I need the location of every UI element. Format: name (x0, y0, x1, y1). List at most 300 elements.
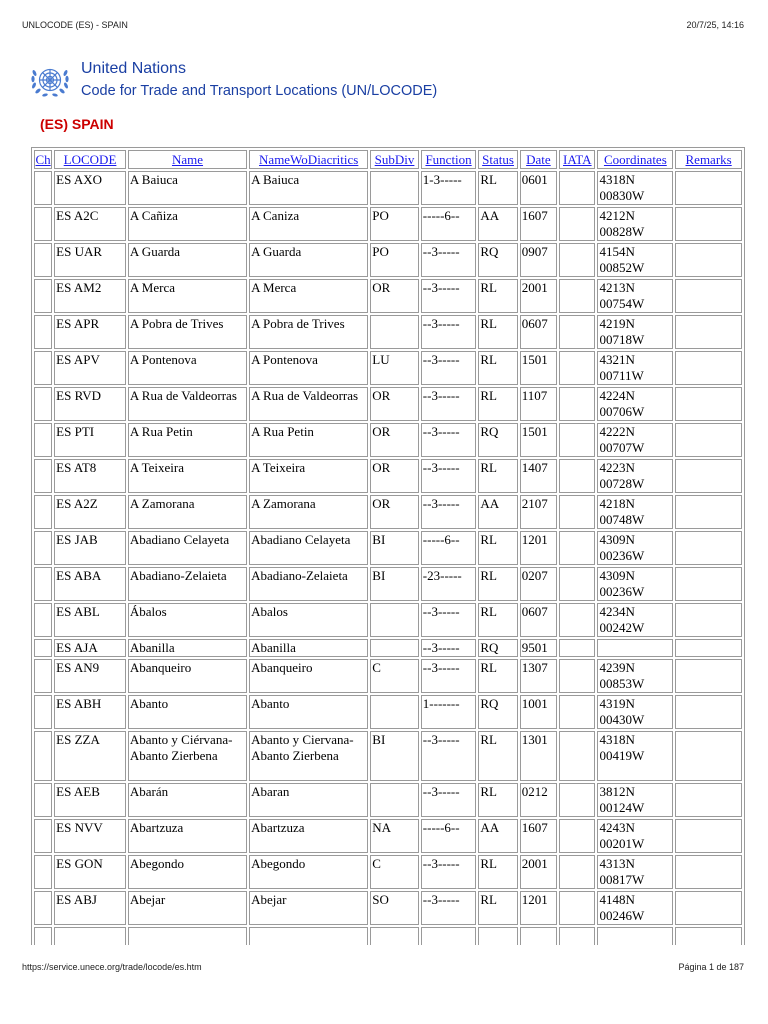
cell-remarks (675, 783, 742, 817)
coordinate-longitude: 00236W (599, 548, 645, 563)
cell-coordinates (597, 891, 673, 925)
cell-date: 1407 (520, 459, 557, 493)
cell-date: 1201 (520, 531, 557, 565)
cell-iata (559, 315, 595, 349)
cell-remarks (675, 603, 742, 637)
cell-name: Ábalos (128, 603, 247, 637)
cell-ch (34, 387, 52, 421)
locode-table-wrapper (31, 147, 745, 945)
cell-locode: ES AT8 (54, 459, 126, 493)
cell-date: 0601 (520, 171, 557, 205)
cell-name: A Teixeira (128, 459, 247, 493)
cell-coordinates (597, 351, 673, 385)
cell-remarks (675, 207, 742, 241)
cell-status: RL (478, 459, 517, 493)
cell-locode: ES ABH (54, 695, 126, 729)
cell-ch (34, 891, 52, 925)
cell-ch (34, 659, 52, 693)
cell-date: 0607 (520, 603, 557, 637)
cell-date: 1107 (520, 387, 557, 421)
cell-status: RL (478, 531, 517, 565)
cell-function: -23----- (421, 567, 477, 601)
cell-name: Abarán (128, 783, 247, 817)
cell-iata (559, 891, 595, 925)
cell-coordinates (597, 731, 673, 781)
cell-locode: ES AM2 (54, 279, 126, 313)
cell-iata (559, 783, 595, 817)
cell-function: --3----- (421, 659, 477, 693)
cell-ch (34, 423, 52, 457)
cell-name-wo-diacritics: A Teixeira (249, 459, 368, 493)
cell-name-wo-diacritics: Abanqueiro (249, 659, 368, 693)
cell-name: Abadiano Celayeta (128, 531, 247, 565)
empty-cell (34, 927, 52, 945)
coordinate-longitude: 00201W (599, 836, 645, 851)
cell-status: RL (478, 279, 517, 313)
coordinate-longitude: 00246W (599, 908, 645, 923)
cell-remarks (675, 423, 742, 457)
table-row-partial (34, 927, 742, 945)
cell-subdiv: OR (370, 387, 418, 421)
coordinate-latitude: 4219N (599, 316, 635, 331)
coordinate-longitude: 00853W (599, 676, 645, 691)
coordinate-latitude: 4148N (599, 892, 635, 907)
table-row (34, 603, 742, 637)
cell-name: Abadiano-Zelaieta (128, 567, 247, 601)
print-url: https://service.unece.org/trade/locode/es.htm (22, 962, 202, 972)
cell-locode: ES ABJ (54, 891, 126, 925)
cell-ch (34, 531, 52, 565)
cell-date: 1501 (520, 351, 557, 385)
coordinate-latitude: 4309N (599, 532, 635, 547)
country-title: (ES) SPAIN (40, 116, 114, 132)
cell-iata (559, 819, 595, 853)
cell-status: AA (478, 495, 517, 529)
coordinate-longitude: 00754W (599, 296, 645, 311)
cell-function: -----6-- (421, 819, 477, 853)
cell-coordinates (597, 783, 673, 817)
cell-subdiv: OR (370, 459, 418, 493)
cell-subdiv: C (370, 659, 418, 693)
cell-function: --3----- (421, 603, 477, 637)
column-header-coordinates[interactable]: Coordinates (597, 150, 673, 169)
cell-locode: ES ABL (54, 603, 126, 637)
cell-ch (34, 731, 52, 781)
cell-locode: ES JAB (54, 531, 126, 565)
coordinate-latitude: 4218N (599, 496, 635, 511)
table-row (34, 243, 742, 277)
cell-iata (559, 659, 595, 693)
cell-ch (34, 315, 52, 349)
cell-date: 9501 (520, 639, 557, 657)
cell-ch (34, 459, 52, 493)
cell-name: A Zamorana (128, 495, 247, 529)
cell-subdiv: PO (370, 243, 418, 277)
cell-name-wo-diacritics: Abadiano Celayeta (249, 531, 368, 565)
cell-remarks (675, 387, 742, 421)
column-header-iata[interactable]: IATA (559, 150, 595, 169)
cell-subdiv: C (370, 855, 418, 889)
cell-coordinates (597, 855, 673, 889)
cell-coordinates (597, 459, 673, 493)
cell-status: RL (478, 315, 517, 349)
empty-cell (559, 927, 595, 945)
cell-status: RQ (478, 695, 517, 729)
coordinate-latitude: 4321N (599, 352, 635, 367)
cell-date: 1501 (520, 423, 557, 457)
cell-ch (34, 495, 52, 529)
table-row (34, 387, 742, 421)
table-row (34, 891, 742, 925)
cell-subdiv (370, 639, 418, 657)
cell-ch (34, 567, 52, 601)
cell-locode: ES GON (54, 855, 126, 889)
cell-status: RL (478, 351, 517, 385)
cell-subdiv (370, 315, 418, 349)
print-datetime: 20/7/25, 14:16 (686, 20, 744, 30)
cell-iata (559, 695, 595, 729)
cell-status: RL (478, 567, 517, 601)
table-row (34, 695, 742, 729)
cell-name-wo-diacritics: A Pobra de Trives (249, 315, 368, 349)
empty-cell (249, 927, 368, 945)
cell-date: 1201 (520, 891, 557, 925)
coordinate-longitude: 00706W (599, 404, 645, 419)
cell-coordinates (597, 695, 673, 729)
cell-function: 1-3----- (421, 171, 477, 205)
cell-locode: ES APR (54, 315, 126, 349)
cell-iata (559, 459, 595, 493)
cell-status: RL (478, 171, 517, 205)
cell-coordinates (597, 531, 673, 565)
cell-subdiv (370, 603, 418, 637)
cell-iata (559, 731, 595, 781)
un-emblem-icon (30, 63, 70, 99)
cell-name: Abegondo (128, 855, 247, 889)
cell-name: A Cañiza (128, 207, 247, 241)
empty-cell (370, 927, 418, 945)
cell-iata (559, 603, 595, 637)
cell-name: A Pobra de Trives (128, 315, 247, 349)
column-header-namewodiacritics[interactable]: NameWoDiacritics (249, 150, 368, 169)
cell-status: AA (478, 819, 517, 853)
coordinate-longitude: 00718W (599, 332, 645, 347)
cell-status: RQ (478, 243, 517, 277)
table-row (34, 495, 742, 529)
cell-status: AA (478, 207, 517, 241)
cell-function: --3----- (421, 891, 477, 925)
cell-coordinates (597, 279, 673, 313)
coordinate-latitude: 4222N (599, 424, 635, 439)
cell-remarks (675, 495, 742, 529)
table-row (34, 207, 742, 241)
cell-name-wo-diacritics: Abartzuza (249, 819, 368, 853)
cell-remarks (675, 659, 742, 693)
locode-table (31, 147, 745, 945)
cell-iata (559, 207, 595, 241)
table-row (34, 315, 742, 349)
cell-subdiv: PO (370, 207, 418, 241)
cell-ch (34, 819, 52, 853)
cell-ch (34, 207, 52, 241)
table-row (34, 279, 742, 313)
empty-cell (597, 927, 673, 945)
column-header-status[interactable]: Status (478, 150, 517, 169)
cell-ch (34, 855, 52, 889)
cell-status: RL (478, 783, 517, 817)
cell-function: --3----- (421, 243, 477, 277)
cell-status: RL (478, 603, 517, 637)
cell-function: --3----- (421, 351, 477, 385)
cell-locode: ES AN9 (54, 659, 126, 693)
cell-subdiv: OR (370, 279, 418, 313)
table-row (34, 423, 742, 457)
cell-remarks (675, 531, 742, 565)
cell-name: A Rua Petin (128, 423, 247, 457)
cell-coordinates (597, 315, 673, 349)
cell-function: --3----- (421, 459, 477, 493)
cell-date: 0607 (520, 315, 557, 349)
cell-name-wo-diacritics: Abejar (249, 891, 368, 925)
print-page-number: Página 1 de 187 (678, 962, 744, 972)
cell-name-wo-diacritics: A Baiuca (249, 171, 368, 205)
cell-function: --3----- (421, 279, 477, 313)
column-header-remarks[interactable]: Remarks (675, 150, 742, 169)
cell-name-wo-diacritics: Abanilla (249, 639, 368, 657)
column-header-ch[interactable]: Ch (35, 152, 51, 167)
coordinate-latitude: 4309N (599, 568, 635, 583)
cell-iata (559, 351, 595, 385)
cell-subdiv: BI (370, 567, 418, 601)
table-row (34, 855, 742, 889)
cell-name-wo-diacritics: A Zamorana (249, 495, 368, 529)
cell-coordinates (597, 819, 673, 853)
cell-name-wo-diacritics: Abanto (249, 695, 368, 729)
table-row (34, 731, 742, 781)
coordinate-longitude: 00852W (599, 260, 645, 275)
cell-iata (559, 531, 595, 565)
cell-coordinates (597, 567, 673, 601)
column-header-locode[interactable]: LOCODE (54, 150, 126, 169)
cell-ch (34, 603, 52, 637)
cell-subdiv: BI (370, 731, 418, 781)
cell-function: -----6-- (421, 207, 477, 241)
print-title: UNLOCODE (ES) - SPAIN (22, 20, 128, 30)
coordinate-latitude: 4318N (599, 732, 635, 747)
cell-coordinates (597, 603, 673, 637)
coordinate-longitude: 00236W (599, 584, 645, 599)
empty-cell (128, 927, 247, 945)
cell-remarks (675, 351, 742, 385)
cell-date: 2001 (520, 279, 557, 313)
column-header-subdiv[interactable]: SubDiv (370, 150, 418, 169)
cell-remarks (675, 567, 742, 601)
cell-coordinates (597, 243, 673, 277)
cell-date: 0207 (520, 567, 557, 601)
cell-date: 1607 (520, 819, 557, 853)
cell-remarks (675, 315, 742, 349)
coordinate-latitude: 3812N (599, 784, 635, 799)
coordinate-longitude: 00828W (599, 224, 645, 239)
table-header-row (34, 150, 742, 169)
cell-name: Abartzuza (128, 819, 247, 853)
cell-name-wo-diacritics: Abalos (249, 603, 368, 637)
cell-iata (559, 495, 595, 529)
print-header (22, 20, 744, 30)
cell-locode: ES AJA (54, 639, 126, 657)
coordinate-longitude: 00711W (599, 368, 644, 383)
cell-ch (34, 783, 52, 817)
coordinate-longitude: 00748W (599, 512, 645, 527)
cell-coordinates (597, 639, 673, 657)
cell-subdiv: SO (370, 891, 418, 925)
cell-coordinates (597, 387, 673, 421)
cell-date: 0212 (520, 783, 557, 817)
cell-function: --3----- (421, 731, 477, 781)
cell-remarks (675, 891, 742, 925)
cell-name: A Baiuca (128, 171, 247, 205)
table-row (34, 171, 742, 205)
cell-name-wo-diacritics: A Rua de Valdeorras (249, 387, 368, 421)
cell-locode: ES ABA (54, 567, 126, 601)
coordinate-latitude: 4318N (599, 172, 635, 187)
cell-subdiv: OR (370, 495, 418, 529)
empty-cell (54, 927, 126, 945)
coordinate-longitude: 00817W (599, 872, 645, 887)
cell-function: --3----- (421, 855, 477, 889)
coordinate-longitude: 00419W (599, 748, 645, 763)
cell-remarks (675, 819, 742, 853)
coordinate-latitude: 4243N (599, 820, 635, 835)
cell-subdiv: BI (370, 531, 418, 565)
table-row (34, 531, 742, 565)
cell-locode: ES UAR (54, 243, 126, 277)
cell-date: 2001 (520, 855, 557, 889)
cell-name-wo-diacritics: A Pontenova (249, 351, 368, 385)
coordinate-longitude: 00830W (599, 188, 645, 203)
cell-subdiv (370, 783, 418, 817)
empty-cell (520, 927, 557, 945)
cell-locode: ES APV (54, 351, 126, 385)
cell-name-wo-diacritics: Abaran (249, 783, 368, 817)
cell-subdiv (370, 171, 418, 205)
print-footer (22, 962, 744, 972)
cell-date: 1301 (520, 731, 557, 781)
cell-remarks (675, 695, 742, 729)
cell-iata (559, 639, 595, 657)
column-header-function[interactable]: Function (421, 150, 477, 169)
cell-remarks (675, 855, 742, 889)
cell-status: RQ (478, 423, 517, 457)
table-row (34, 459, 742, 493)
coordinate-longitude: 00430W (599, 712, 645, 727)
table-row (34, 819, 742, 853)
column-header-date[interactable]: Date (520, 150, 557, 169)
cell-date: 1307 (520, 659, 557, 693)
coordinate-latitude: 4239N (599, 660, 635, 675)
cell-locode: ES NVV (54, 819, 126, 853)
cell-function: -----6-- (421, 531, 477, 565)
table-row (34, 659, 742, 693)
cell-status: RL (478, 387, 517, 421)
cell-status: RL (478, 659, 517, 693)
coordinate-latitude: 4212N (599, 208, 635, 223)
cell-name: Abejar (128, 891, 247, 925)
cell-name: A Rua de Valdeorras (128, 387, 247, 421)
coordinate-latitude: 4154N (599, 244, 635, 259)
table-row (34, 639, 742, 657)
cell-date: 2107 (520, 495, 557, 529)
cell-ch (34, 695, 52, 729)
cell-function: --3----- (421, 495, 477, 529)
cell-name-wo-diacritics: Abadiano-Zelaieta (249, 567, 368, 601)
cell-iata (559, 423, 595, 457)
coordinate-latitude: 4313N (599, 856, 635, 871)
cell-ch (34, 171, 52, 205)
coordinate-latitude: 4224N (599, 388, 635, 403)
empty-cell (478, 927, 517, 945)
cell-status: RL (478, 891, 517, 925)
cell-coordinates (597, 171, 673, 205)
cell-name: Abanto (128, 695, 247, 729)
page-subtitle: Code for Trade and Transport Locations (UN/LOCODE) (81, 83, 438, 99)
cell-function: 1------- (421, 695, 477, 729)
cell-locode: ES A2C (54, 207, 126, 241)
cell-remarks (675, 639, 742, 657)
empty-cell (675, 927, 742, 945)
cell-coordinates (597, 207, 673, 241)
cell-name-wo-diacritics: A Merca (249, 279, 368, 313)
cell-name-wo-diacritics: Abanto y Ciervana-Abanto Zierbena (249, 731, 368, 781)
cell-function: --3----- (421, 387, 477, 421)
coordinate-longitude: 00707W (599, 440, 645, 455)
coordinate-latitude: 4213N (599, 280, 635, 295)
cell-remarks (675, 459, 742, 493)
cell-remarks (675, 171, 742, 205)
cell-locode: ES AXO (54, 171, 126, 205)
cell-name-wo-diacritics: A Caniza (249, 207, 368, 241)
cell-name: A Guarda (128, 243, 247, 277)
table-body (34, 171, 742, 945)
cell-remarks (675, 731, 742, 781)
coordinate-longitude: 00728W (599, 476, 645, 491)
column-header-name[interactable]: Name (128, 150, 247, 169)
cell-function: --3----- (421, 423, 477, 457)
cell-coordinates (597, 423, 673, 457)
cell-coordinates (597, 659, 673, 693)
cell-remarks (675, 243, 742, 277)
cell-status: RL (478, 855, 517, 889)
cell-locode: ES RVD (54, 387, 126, 421)
coordinate-longitude: 00124W (599, 800, 645, 815)
cell-remarks (675, 279, 742, 313)
cell-date: 0907 (520, 243, 557, 277)
cell-ch (34, 639, 52, 657)
cell-subdiv: LU (370, 351, 418, 385)
cell-iata (559, 567, 595, 601)
coordinate-latitude: 4223N (599, 460, 635, 475)
cell-iata (559, 855, 595, 889)
table-row (34, 567, 742, 601)
cell-name: Abanqueiro (128, 659, 247, 693)
coordinate-longitude: 00242W (599, 620, 645, 635)
org-name: United Nations (81, 60, 186, 77)
table-row (34, 783, 742, 817)
cell-ch (34, 351, 52, 385)
coordinate-latitude: 4319N (599, 696, 635, 711)
cell-ch (34, 243, 52, 277)
cell-iata (559, 387, 595, 421)
